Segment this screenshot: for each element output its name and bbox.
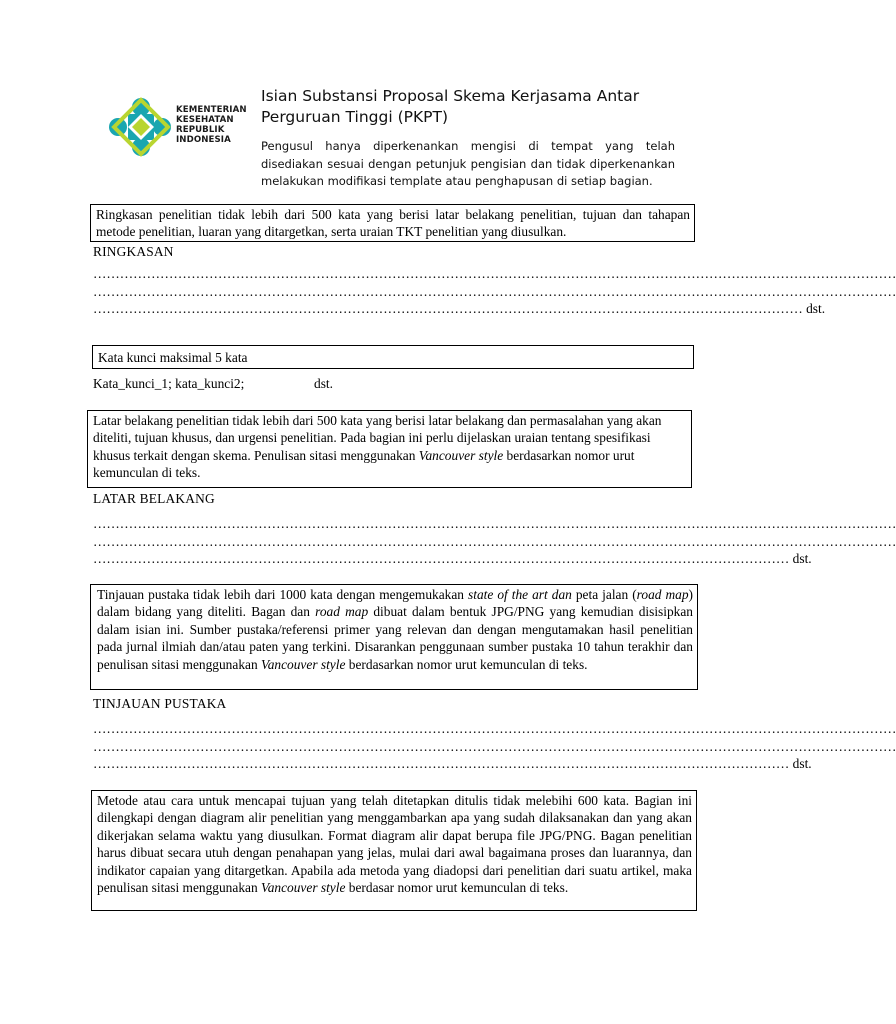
dotted-line-last: ………………………………………………………………………………………………………………………………………… dst. [93,756,812,771]
metode-instruction-box [91,790,697,911]
tinjauan-instruction-text-3: ) dalam bidang yang diteliti. Bagan dan [97,587,694,620]
latar-belakang-instruction-italic: Vancouver style [418,447,504,463]
document-title: Isian Substansi Proposal Skema Kerjasama Antar Perguruan Tinggi (PKPT) [261,87,640,126]
tinjauan-pustaka-fill-area[interactable] [93,720,896,773]
tinjauan-pustaka-suffix: dst. [792,756,812,771]
ringkasan-heading: RINGKASAN [93,244,174,259]
tinjauan-instruction-italic-2: road map [636,587,689,602]
tinjauan-pustaka-heading: TINJAUAN PUSTAKA [93,696,227,711]
latar-belakang-fill-area[interactable] [93,515,896,568]
latar-belakang-instruction-text: Latar belakang penelitian tidak lebih dari 500 kata yang berisi latar belakang dan permasalahan yang akan diteliti, tujuan khusus, dan urgensi penelitian. Pada bagian ini perlu dijelaskan uraian tentang spesifikasi khusus terkait dengan skema. Penulisan sitasi menggunakan [93,413,662,463]
tinjauan-instruction-italic-3: road map [315,604,369,620]
logo-line-4: INDONESIA [176,135,231,145]
latar-belakang-instruction-box [87,410,692,488]
logo-line-1: KEMENTERIAN [176,105,247,115]
tinjauan-pustaka-instruction-box [90,584,698,690]
document-note: Pengusul hanya diperkenankan mengisi di tempat yang telah disediakan sesuai dengan petunjuk pengisian dan tidak diperkenankan melakukan modifikasi template atau penghapusan di setiap bagian. [261,139,675,188]
latar-belakang-heading: LATAR BELAKANG [93,491,215,506]
tinjauan-instruction-text-1: Tinjauan pustaka tidak lebih dari 1000 kata dengan mengemukakan [97,587,469,602]
logo-line-2: KESEHATAN [176,115,234,125]
metode-instruction-text-end: berdasar nomor urut kemunculan di teks. [345,880,569,896]
dotted-line: ……………………………………………………………………………………………………………………………………………………………… [93,533,896,549]
ringkasan-suffix: dst. [806,301,826,316]
dotted-line: ……………………………………………………………………………………………………………………………………………………………… [93,721,896,736]
tinjauan-instruction-italic-4: Vancouver style [261,656,346,672]
kata-kunci-suffix: dst. [314,376,333,391]
ringkasan-instruction-box [90,204,695,242]
dotted-line: ……………………………………………………………………………………………………………………………………………………………… [93,266,896,281]
dotted-line-last: …………………………………………………………………………………………………………………………………………… dst. [93,301,826,316]
tinjauan-instruction-text-5: berdasarkan nomor urut kemunculan di teks. [345,656,588,672]
tinjauan-instruction-text-4: dibuat dalam bentuk JPG/PNG yang kemudian disisipkan dalam isian ini. Sumber pustaka/referensi primer yang relevan dan dengan mengutamakan hasil penelitian pada jurnal ilmiah dan/atau paten yang terkini. Disarankan penggunaan sumber pustaka 10 tahun terakhir dan penulisan sitasi menggunakan [97,604,693,672]
dotted-line: ……………………………………………………………………………………………………………………………………………………………… [93,516,896,531]
latar-belakang-instruction-text-end: berdasarkan nomor urut kemunculan di teks. [93,447,635,481]
metode-instruction-text: Metode atau cara untuk mencapai tujuan yang telah ditetapkan ditulis tidak melebihi 600 kata. Bagian ini dilengkapi dengan diagram alir penelitian yang menggambarkan apa yang sudah dilaksanakan dan yang akan dikerjakan selama waktu yang diusulkan. Format diagram alir dapat berupa file JPG/PNG. Bagan penelitian harus dibuat secara utuh dengan penahapan yang jelas, mulai dari awal bagaimana proses dan luarannya, dan indikator capaian yang ditargetkan. Apabila ada metoda yang diadopsi dari penelitian dari suatu artikel, maka penulisan sitasi menggunakan [97,793,692,896]
ringkasan-fill-area[interactable] [93,265,896,318]
kata-kunci-instruction: Kata kunci maksimal 5 kata [98,350,248,365]
latar-belakang-suffix: dst. [792,551,812,566]
ringkasan-instruction: Ringkasan penelitian tidak lebih dari 500 kata yang berisi latar belakang penelitian, tujuan dan tahapan metode penelitian, luaran yang ditargetkan, serta uraian TKT penelitian yang diusulkan. [96,207,690,240]
logo-line-3: REPUBLIK [176,125,225,135]
tinjauan-instruction-italic-1: state of the art dan [468,587,572,602]
kata-kunci-value[interactable]: Kata_kunci_1; kata_kunci2; [93,376,245,391]
kata-kunci-instruction-box [92,345,694,369]
tinjauan-instruction-text-2: peta jalan ( [571,587,637,602]
dotted-line-last: ………………………………………………………………………………………………………………………………………… dst. [93,551,812,566]
metode-instruction-italic: Vancouver style [261,880,346,896]
dotted-line: ……………………………………………………………………………………………………………………………………………………………… [93,738,896,754]
logo-text [176,105,247,145]
dotted-line: ……………………………………………………………………………………………………………………………………………………………… [93,283,896,299]
